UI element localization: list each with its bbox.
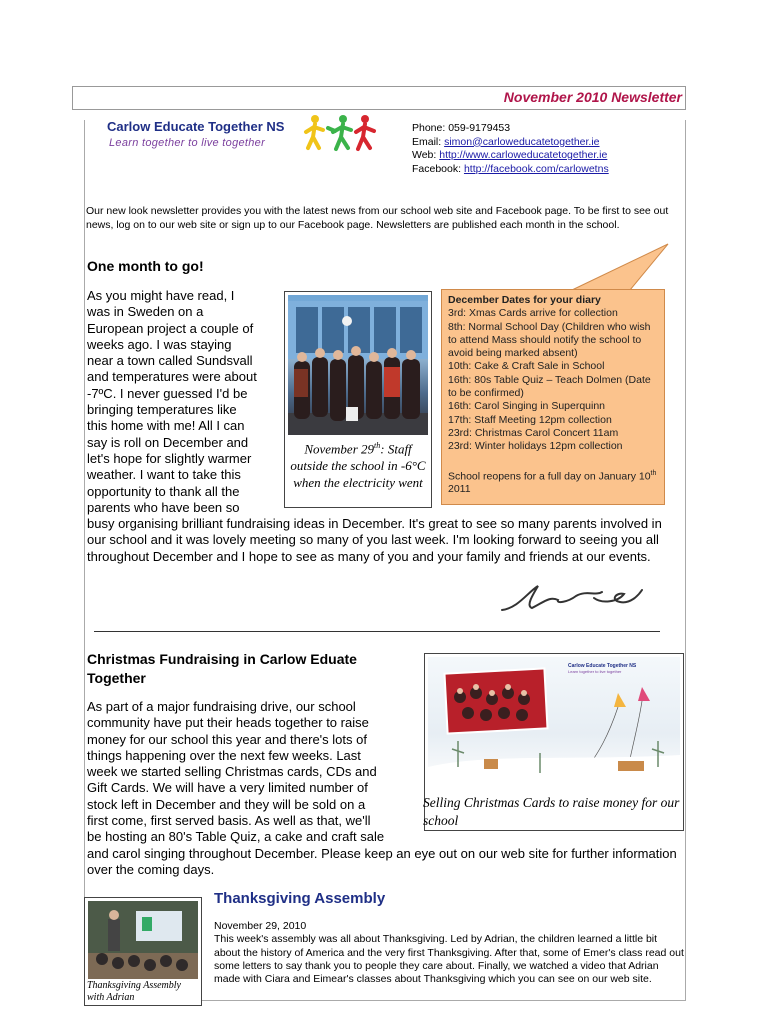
section2-line: things happening over the next few weeks. Last xyxy=(87,747,361,763)
section-heading-thanksgiving: Thanksgiving Assembly xyxy=(214,890,386,907)
section2-line: Gift Cards. We will have a very limited number of xyxy=(87,780,368,796)
christmas-card-photo-frame xyxy=(424,653,684,831)
children-logo-icon xyxy=(303,112,377,154)
section2-line: money for our school this year and there's lots of xyxy=(87,731,367,747)
staff-photo-frame xyxy=(284,291,432,508)
christmas-card-caption: Selling Christmas Cards to raise money for our school xyxy=(423,795,680,828)
diary-item: 8th: Normal School Day (Children who wish to attend Mass should notify the school to avoid being marked absent) xyxy=(448,320,651,360)
caption-rest: : Staff outside the school in -6°C when the electricity went xyxy=(290,441,426,491)
school-tagline: Learn together to live together xyxy=(109,137,266,149)
section1-line: bringing temperatures like xyxy=(87,402,237,418)
caption-date: November 29 xyxy=(304,441,375,457)
section1-line: let's hope for slightly warmer xyxy=(87,450,252,466)
staff-group-image xyxy=(288,295,428,435)
web-label: Web: xyxy=(412,149,440,161)
diary-item: 23rd: Winter holidays 12pm collection xyxy=(448,440,623,453)
diary-title: December Dates for your diary xyxy=(448,294,601,306)
thanksgiving-photo-frame xyxy=(84,897,202,1006)
reopen-year: 2011 xyxy=(448,483,471,496)
section1-line: near a town called Sundsvall xyxy=(87,353,253,369)
section2-line: As part of a major fundraising drive, our school xyxy=(87,699,356,714)
thanksgiving-photo xyxy=(88,901,198,979)
newsletter-title: November 2010 Newsletter xyxy=(503,89,682,105)
section-heading-christmas-fundraising: Christmas Fundraising in Carlow Eduate Together xyxy=(87,651,357,686)
card-tagline-text: Learn together to live together xyxy=(568,669,622,674)
diary-item: 23rd: Christmas Carol Concert 11am xyxy=(448,426,619,439)
staff-photo-caption xyxy=(288,437,428,491)
section1-line: -7ºC. I never guessed I'd be xyxy=(87,385,248,401)
thanksgiving-text: This week's assembly was all about Thanksgiving. Led by Adrian, the children learned a little bit about the history of America and the very first Thanksgiving. After that, some of Emer's class read out some letters to say thank you to people they care about. Finally, we watched a video that Adrian made with Ciara and Eimear's classes about Thanksgiving which you can see on our web site. xyxy=(214,933,684,986)
section1-line: weather. I want to take this xyxy=(87,467,241,483)
section1-line: weeks ago. I was staying xyxy=(87,336,232,352)
classroom-image xyxy=(88,901,198,979)
facebook-link[interactable]: http://facebook.com/carlowetns xyxy=(463,162,609,175)
section1-line: say is roll on December and xyxy=(87,434,249,450)
intro-text: Our new look newsletter provides you with the latest news from our school web site and Facebook page. To be first to see out news, log on to our web site or sign up to our Facebook page. Newsletters are published each month in the school. xyxy=(86,205,669,231)
email-link[interactable]: simon@carloweducatetogether.ie xyxy=(444,135,600,148)
section2-continuation: and carol singing throughout December. Please keep an eye out on our web site for further information over the coming days. xyxy=(87,846,677,878)
card-logo-text: Carlow Educate Together NS xyxy=(568,663,637,669)
diary-item: 3rd: Xmas Cards arrive for collection xyxy=(448,307,618,320)
phone-text: Phone: 059-9179453 xyxy=(412,122,511,134)
staff-photo xyxy=(288,295,428,435)
section-divider xyxy=(94,631,660,632)
section2-line: be hosting an 80's Table Quiz, a cake and craft sale xyxy=(87,829,385,845)
diary-item: 10th: Cake & Craft Sale in School xyxy=(448,360,605,373)
section1-column xyxy=(87,288,282,516)
section1-line: and temperatures were about xyxy=(87,369,257,385)
section2-line: first come, first served basis. As well as that, we'll xyxy=(87,813,371,829)
web-link[interactable]: http://www.carloweducatetogether.ie xyxy=(439,149,608,161)
section1-continuation: busy organising brilliant fundraising ideas in December. It's great to see so many parents involved in our school and it was lovely meeting so many of you last week. I'm looking forward to seeing you all throughout December and I hope to see as many of you and your family and friends at our events. xyxy=(87,516,662,564)
caption-sup: th xyxy=(374,441,381,450)
email-label: Email: xyxy=(412,135,445,148)
speech-tail-icon xyxy=(570,240,674,292)
section1-line: opportunity to thank all the xyxy=(87,483,240,499)
diary-reopen xyxy=(448,467,658,497)
section1-line: As you might have read, I xyxy=(87,288,235,303)
thanksgiving-date: November 29, 2010 xyxy=(214,920,307,932)
section-heading-one-month: One month to go! xyxy=(87,258,204,274)
section2-column xyxy=(87,699,422,846)
diary-item: 17th: Staff Meeting 12pm collection xyxy=(448,413,612,426)
section2-line: stock left in December and they will be sold on a xyxy=(87,796,366,812)
section2-line: week we started selling Christmas cards, CDs and xyxy=(87,764,377,780)
section1-line: European project a couple of xyxy=(87,320,254,336)
diary-item: 16th: 80s Table Quiz – Teach Dolmen (Date to be confirmed) xyxy=(448,373,651,400)
christmas-card-image xyxy=(428,657,680,785)
reopen-sup: th xyxy=(650,469,657,477)
section2-line: community have put their heads together to raise xyxy=(87,715,369,731)
reopen-text: School reopens for a full day on January 10 xyxy=(448,470,651,483)
section1-line: was in Sweden on a xyxy=(87,304,204,320)
contact-block xyxy=(412,122,609,176)
facebook-label: Facebook: xyxy=(412,162,464,175)
card-artwork xyxy=(428,657,680,785)
signature-icon xyxy=(498,578,648,616)
section1-line: this home with me! All I can xyxy=(87,418,245,434)
diary-box xyxy=(441,289,665,505)
thanksgiving-caption: Thanksgiving Assembly with Adrian xyxy=(87,980,181,1003)
thanksgiving-body xyxy=(214,920,684,986)
diary-item: 16th: Carol Singing in Superquinn xyxy=(448,400,606,413)
section1-line: parents who have been so xyxy=(87,499,240,515)
school-name: Carlow Educate Together NS xyxy=(107,119,285,134)
